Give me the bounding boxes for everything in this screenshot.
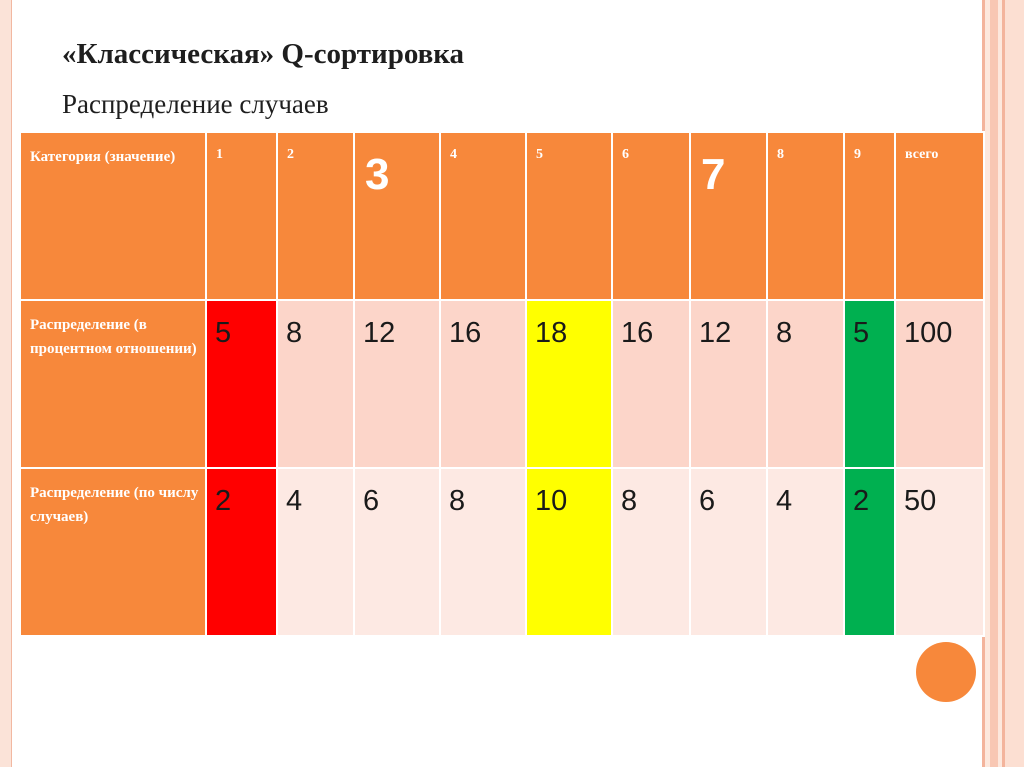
cell-value: 6 xyxy=(363,485,380,517)
cell-value: 5 xyxy=(215,317,232,349)
cell-value: 6 xyxy=(699,485,716,517)
row-label-cell xyxy=(20,468,206,636)
header-cell-category xyxy=(277,132,354,300)
table-cell xyxy=(612,300,690,468)
category-number: 7 xyxy=(701,150,726,199)
q-sort-distribution-table xyxy=(19,131,985,637)
table-cell xyxy=(767,300,844,468)
percent-distribution-row xyxy=(20,300,984,468)
header-cell-category xyxy=(354,132,440,300)
header-row xyxy=(20,132,984,300)
cell-value: 18 xyxy=(535,317,568,349)
cell-value: 16 xyxy=(621,317,654,349)
header-cell-category xyxy=(440,132,526,300)
cell-value: 5 xyxy=(853,317,870,349)
total-value: 100 xyxy=(904,317,953,349)
decorative-circle xyxy=(916,642,976,702)
table-cell-total xyxy=(895,468,984,636)
cell-value: 10 xyxy=(535,485,568,517)
category-header-label: Категория (значение) xyxy=(30,149,176,165)
category-number: 4 xyxy=(450,147,457,162)
header-cell-category xyxy=(767,132,844,300)
cell-value: 4 xyxy=(776,485,793,517)
table-cell xyxy=(440,468,526,636)
slide-title: «Классическая» Q-сортировка xyxy=(62,38,465,70)
table-cell xyxy=(354,468,440,636)
row-label: Распределение (по числу случаев) xyxy=(30,485,199,525)
cell-value: 8 xyxy=(449,485,466,517)
table-cell xyxy=(277,300,354,468)
cell-value: 8 xyxy=(286,317,303,349)
table-cell xyxy=(690,300,767,468)
table-cell xyxy=(354,300,440,468)
row-label-cell xyxy=(20,300,206,468)
category-number: 5 xyxy=(536,147,543,162)
table-cell xyxy=(206,300,277,468)
total-header-label: всего xyxy=(905,147,939,162)
slide-left-border xyxy=(0,0,12,767)
table-cell xyxy=(612,468,690,636)
cell-value: 12 xyxy=(699,317,732,349)
table-cell-total xyxy=(895,300,984,468)
header-cell-category xyxy=(690,132,767,300)
table-cell xyxy=(526,468,612,636)
table-cell xyxy=(440,300,526,468)
slide-subtitle: Распределение случаев xyxy=(62,89,329,119)
header-cell-category xyxy=(844,132,895,300)
header-cell-category xyxy=(612,132,690,300)
header-cell-category xyxy=(206,132,277,300)
table-cell xyxy=(526,300,612,468)
header-cell-total xyxy=(895,132,984,300)
row-label: Распределение (в процентном отношении) xyxy=(30,317,197,357)
cell-value: 8 xyxy=(776,317,793,349)
cell-value: 4 xyxy=(286,485,303,517)
table-cell xyxy=(206,468,277,636)
table-cell xyxy=(277,468,354,636)
cell-value: 16 xyxy=(449,317,482,349)
cell-value: 8 xyxy=(621,485,638,517)
category-number: 6 xyxy=(622,147,629,162)
cell-value: 2 xyxy=(853,485,870,517)
cell-value: 2 xyxy=(215,485,232,517)
cell-value: 12 xyxy=(363,317,396,349)
header-cell-category xyxy=(526,132,612,300)
table-cell xyxy=(690,468,767,636)
category-number: 8 xyxy=(777,147,784,162)
category-number: 1 xyxy=(216,147,223,162)
table-cell xyxy=(844,468,895,636)
header-cell-label xyxy=(20,132,206,300)
table-cell xyxy=(844,300,895,468)
table-cell xyxy=(767,468,844,636)
total-value: 50 xyxy=(904,485,937,517)
count-distribution-row xyxy=(20,468,984,636)
category-number: 9 xyxy=(854,147,861,162)
category-number: 3 xyxy=(365,150,390,199)
category-number: 2 xyxy=(287,147,294,162)
